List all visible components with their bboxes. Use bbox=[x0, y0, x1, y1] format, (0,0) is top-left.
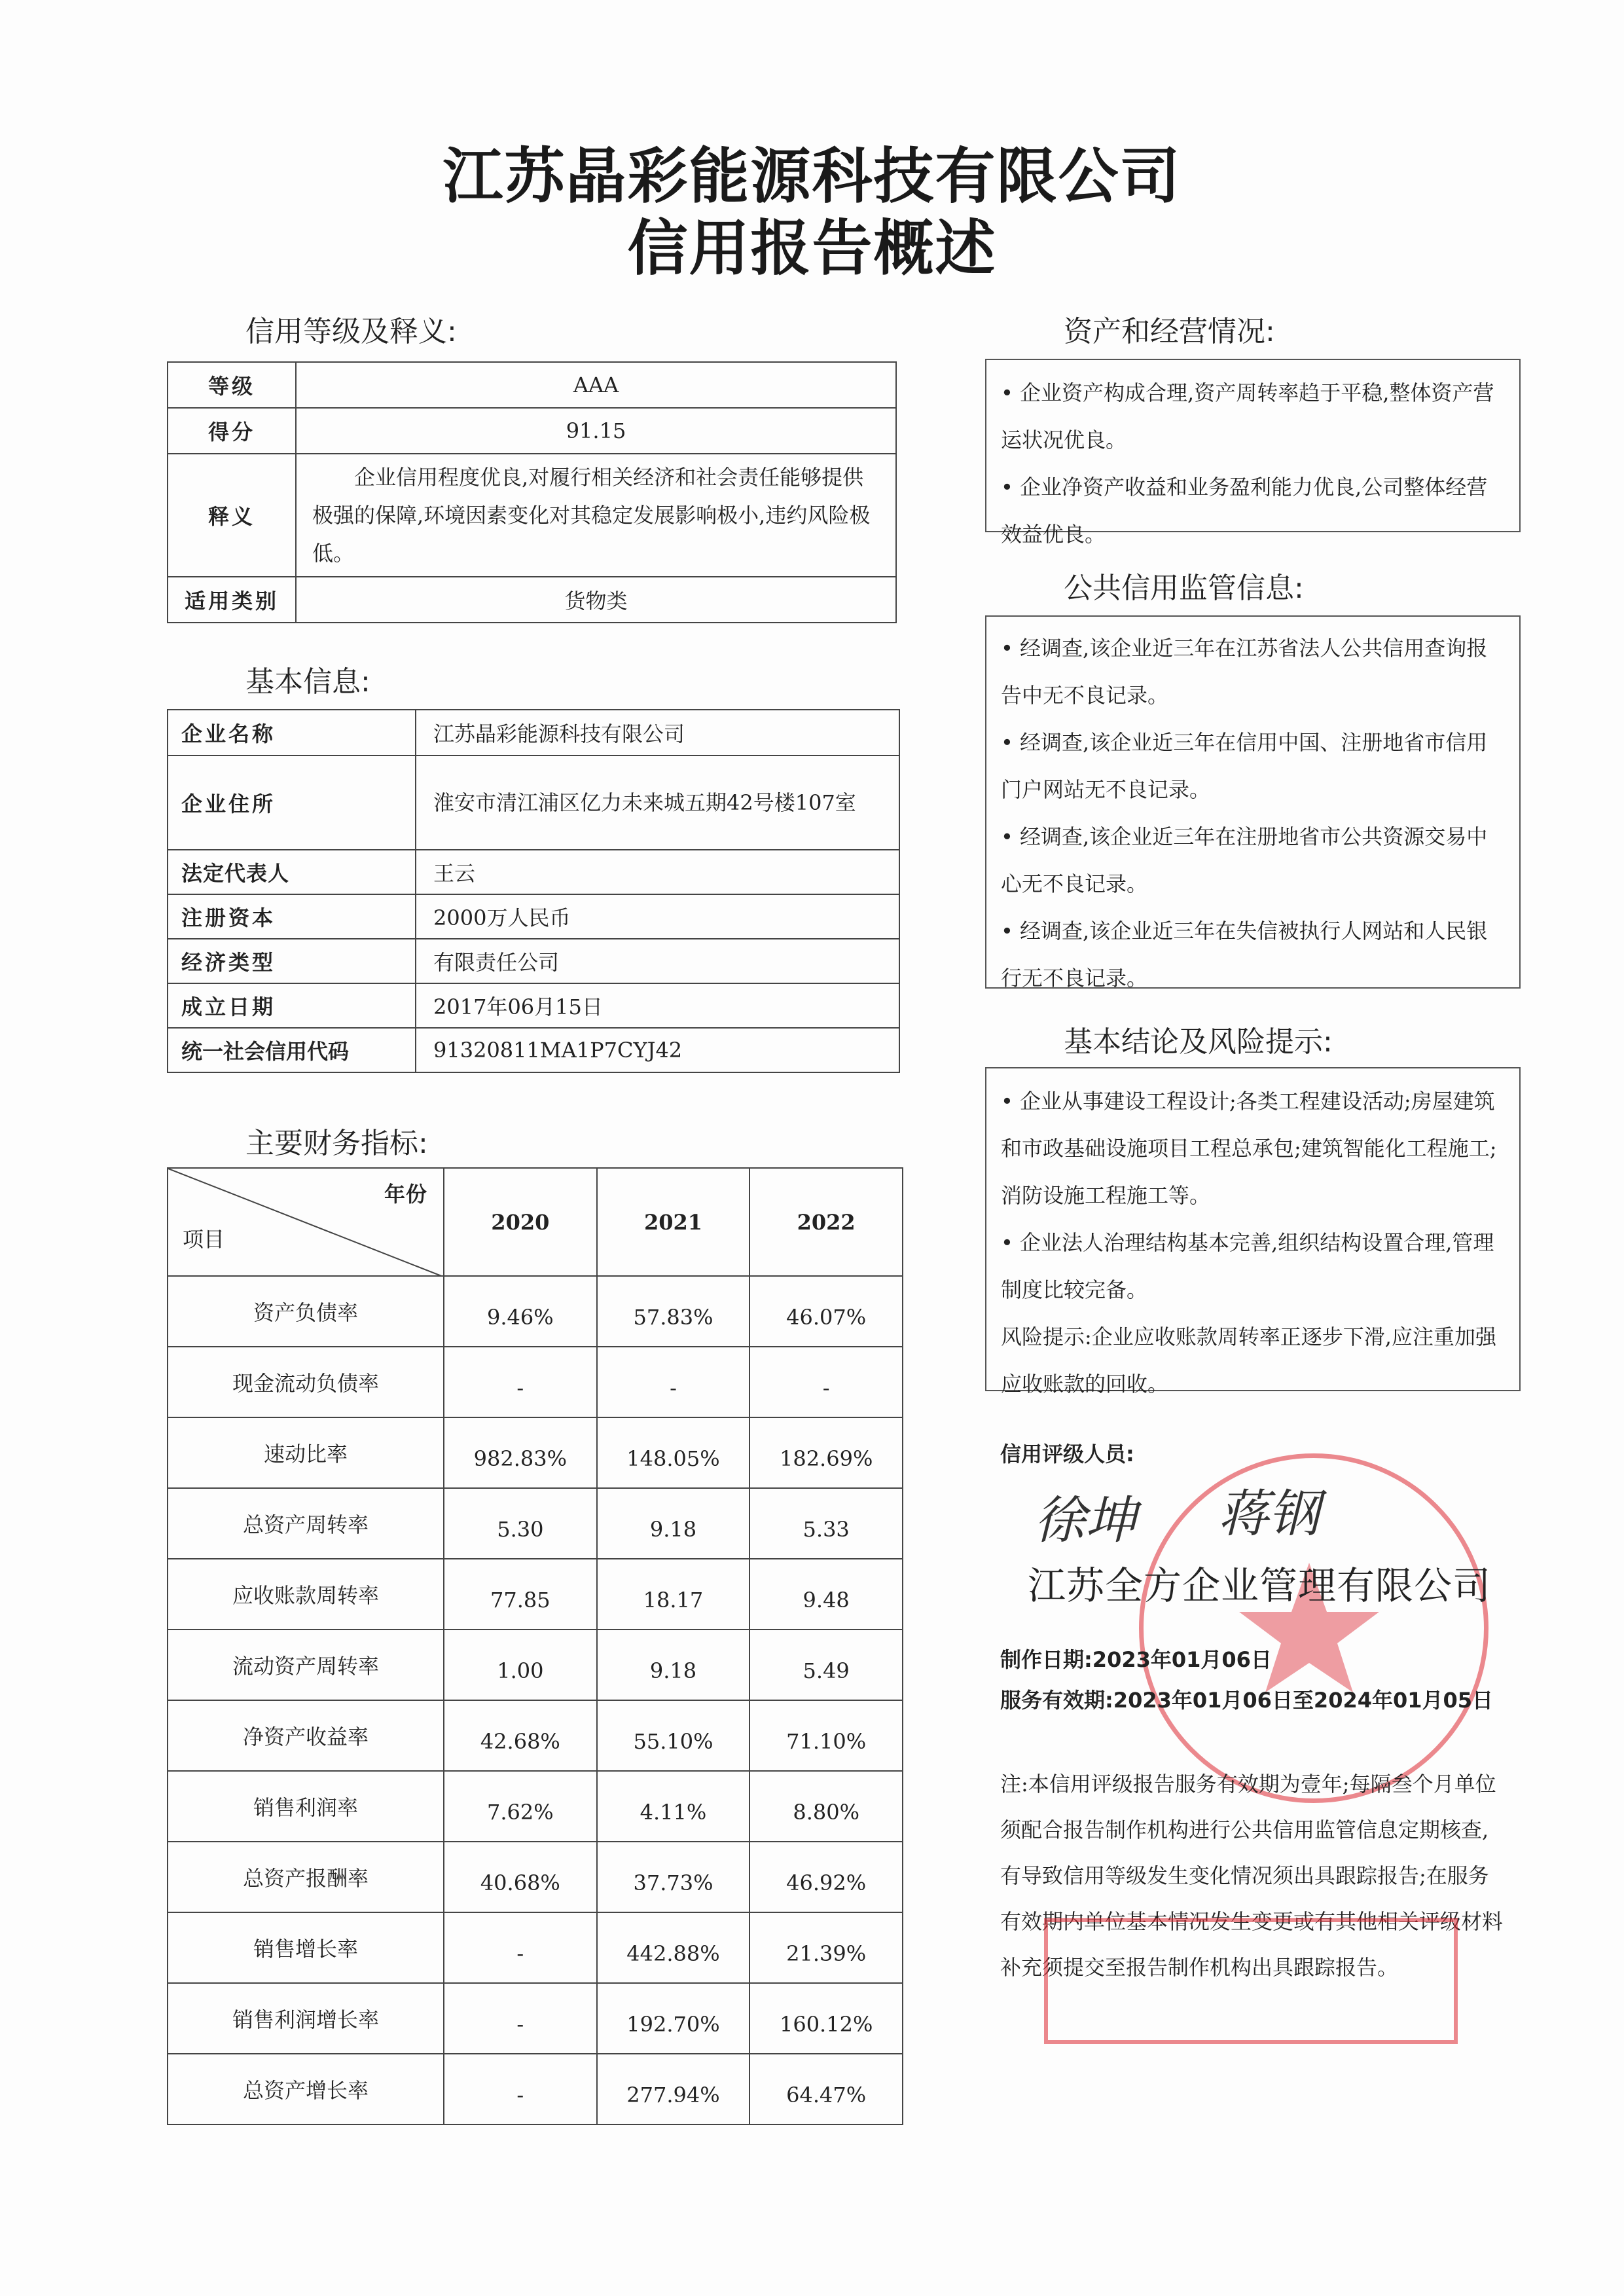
list-item: • 经调查,该企业近三年在失信被执行人网站和人民银行无不良记录。 bbox=[1001, 919, 1488, 991]
score-label: 得分 bbox=[168, 408, 296, 454]
category-value: 货物类 bbox=[296, 577, 896, 623]
metric-value: 5.49 bbox=[749, 1630, 903, 1700]
info-value: 2000万人民币 bbox=[416, 894, 899, 939]
grade-value: AAA bbox=[296, 362, 896, 408]
financial-table bbox=[167, 1167, 903, 2125]
metric-value: 182.69% bbox=[749, 1417, 903, 1488]
metric-value: 18.17 bbox=[597, 1559, 750, 1630]
list-item: • 企业净资产收益和业务盈利能力优良,公司整体经营效益优良。 bbox=[1001, 475, 1488, 547]
list-item: • 经调查,该企业近三年在信用中国、注册地省市信用门户网站无不良记录。 bbox=[1001, 730, 1488, 802]
metric-value: 442.88% bbox=[597, 1912, 750, 1983]
table-row bbox=[168, 1347, 903, 1417]
metric-value: 982.83% bbox=[444, 1417, 597, 1488]
metric-name: 销售利润增长率 bbox=[168, 1983, 444, 2054]
metric-value: 55.10% bbox=[597, 1700, 750, 1771]
score-value: 91.15 bbox=[296, 408, 896, 454]
financial-heading: 主要财务指标: bbox=[245, 1127, 428, 1160]
info-value: 江苏晶彩能源科技有限公司 bbox=[416, 710, 899, 756]
metric-name: 销售利润率 bbox=[168, 1771, 444, 1842]
page-title: 江苏晶彩能源科技有限公司 bbox=[442, 141, 1182, 211]
table-row bbox=[168, 362, 896, 408]
metric-value: - bbox=[444, 1347, 597, 1417]
metric-value: 7.62% bbox=[444, 1771, 597, 1842]
info-value: 淮安市清江浦区亿力未来城五期42号楼107室 bbox=[416, 756, 899, 850]
metric-value: 5.30 bbox=[444, 1488, 597, 1559]
metric-value: 9.18 bbox=[597, 1630, 750, 1700]
signature-2: 蒋钢 bbox=[1218, 1485, 1320, 1544]
list-item: • 企业法人治理结构基本完善,组织结构设置合理,管理制度比较完备。 bbox=[1001, 1230, 1494, 1302]
metric-value: - bbox=[749, 1347, 903, 1417]
list-item: • 企业资产构成合理,资产周转率趋于平稳,整体资产营运状况优良。 bbox=[1001, 380, 1494, 452]
conclusion-heading: 基本结论及风险提示: bbox=[1064, 1025, 1333, 1059]
table-row bbox=[168, 939, 899, 983]
info-label: 企业住所 bbox=[168, 756, 416, 850]
list-item: • 企业从事建设工程设计;各类工程建设活动;房屋建筑和市政基础设施项目工程总承包;建筑智能化工程施工;消防设施工程施工等。 bbox=[1001, 1089, 1497, 1208]
metric-name: 资产负债率 bbox=[168, 1276, 444, 1347]
metric-value: 42.68% bbox=[444, 1700, 597, 1771]
corner-year-label: 年份 bbox=[384, 1182, 427, 1207]
filing-stamp bbox=[1044, 1918, 1458, 2044]
page-subtitle: 信用报告概述 bbox=[627, 213, 997, 283]
table-row bbox=[168, 710, 899, 756]
table-row bbox=[168, 1276, 903, 1347]
info-label: 统一社会信用代码 bbox=[168, 1028, 416, 1072]
metric-value: 77.85 bbox=[444, 1559, 597, 1630]
table-row bbox=[168, 454, 896, 577]
footnote: 注:本信用评级报告服务有效期为壹年;每隔叁个月单位须配合报告制作机构进行公共信用监管信息定期核查,有导致信用等级发生变化情况须出具跟踪报告;在服务有效期内单位基本情况发生变更或有其他相关评级材料补充须提交至报告制作机构出具跟踪报告。 bbox=[1000, 1772, 1504, 1980]
table-row bbox=[168, 1630, 903, 1700]
metric-name: 总资产增长率 bbox=[168, 2054, 444, 2124]
risk-note: 风险提示:企业应收账款周转率正逐步下滑,应注重加强应收账款的回收。 bbox=[1001, 1324, 1496, 1396]
info-value: 91320811MA1P7CYJ42 bbox=[416, 1028, 899, 1072]
metric-value: 9.18 bbox=[597, 1488, 750, 1559]
table-row bbox=[168, 1912, 903, 1983]
metric-name: 速动比率 bbox=[168, 1417, 444, 1488]
seal-star-icon bbox=[1144, 1458, 1475, 1789]
valid-period: 服务有效期:2023年01月06日至2024年01月05日 bbox=[1000, 1688, 1494, 1713]
metric-value: 277.94% bbox=[597, 2054, 750, 2124]
metric-value: 37.73% bbox=[597, 1842, 750, 1912]
credit-grade-heading: 信用等级及释义: bbox=[245, 315, 457, 348]
info-value: 有限责任公司 bbox=[416, 939, 899, 983]
table-row bbox=[168, 1168, 903, 1276]
metric-value: 5.33 bbox=[749, 1488, 903, 1559]
metric-value: 64.47% bbox=[749, 2054, 903, 2124]
table-row bbox=[168, 1771, 903, 1842]
metric-value: - bbox=[444, 1983, 597, 2054]
made-date: 制作日期:2023年01月06日 bbox=[1000, 1647, 1272, 1672]
company-seal bbox=[1139, 1453, 1489, 1803]
metric-name: 净资产收益率 bbox=[168, 1700, 444, 1771]
info-value: 2017年06月15日 bbox=[416, 983, 899, 1028]
table-row bbox=[168, 577, 896, 623]
list-item: • 经调查,该企业近三年在江苏省法人公共信用查询报告中无不良记录。 bbox=[1001, 636, 1488, 708]
info-label: 法定代表人 bbox=[168, 850, 416, 894]
rating-company: 江苏全方企业管理有限公司 bbox=[1028, 1563, 1492, 1608]
info-label: 企业名称 bbox=[168, 710, 416, 756]
public-credit-box bbox=[985, 615, 1521, 989]
metric-value: - bbox=[597, 1347, 750, 1417]
rating-staff-label: 信用评级人员: bbox=[1000, 1442, 1134, 1467]
table-row bbox=[168, 1028, 899, 1072]
metric-value: 40.68% bbox=[444, 1842, 597, 1912]
table-row bbox=[168, 850, 899, 894]
list-item: • 经调查,该企业近三年在注册地省市公共资源交易中心无不良记录。 bbox=[1001, 824, 1488, 896]
metric-name: 现金流动负债率 bbox=[168, 1347, 444, 1417]
metric-value: 160.12% bbox=[749, 1983, 903, 2054]
table-row bbox=[168, 1488, 903, 1559]
metric-value: - bbox=[444, 2054, 597, 2124]
metric-name: 应收账款周转率 bbox=[168, 1559, 444, 1630]
metric-name: 流动资产周转率 bbox=[168, 1630, 444, 1700]
info-label: 经济类型 bbox=[168, 939, 416, 983]
metric-name: 总资产周转率 bbox=[168, 1488, 444, 1559]
table-row bbox=[168, 756, 899, 850]
assets-box bbox=[985, 359, 1521, 547]
metric-value: 46.07% bbox=[749, 1276, 903, 1347]
corner-cell bbox=[168, 1168, 444, 1276]
year-header: 2020 bbox=[444, 1168, 597, 1276]
metric-value: 192.70% bbox=[597, 1983, 750, 2054]
metric-value: 1.00 bbox=[444, 1630, 597, 1700]
category-label: 适用类别 bbox=[168, 577, 296, 623]
metric-value: 9.48 bbox=[749, 1559, 903, 1630]
metric-name: 总资产报酬率 bbox=[168, 1842, 444, 1912]
year-header: 2022 bbox=[749, 1168, 903, 1276]
metric-value: 46.92% bbox=[749, 1842, 903, 1912]
metric-value: 21.39% bbox=[749, 1912, 903, 1983]
table-row bbox=[168, 2054, 903, 2124]
table-row bbox=[168, 894, 899, 939]
grade-label: 等级 bbox=[168, 362, 296, 408]
metric-value: 9.46% bbox=[444, 1276, 597, 1347]
signature-1: 徐坤 bbox=[1034, 1491, 1137, 1550]
conclusion-box bbox=[985, 1067, 1521, 1396]
metric-value: 4.11% bbox=[597, 1771, 750, 1842]
year-header: 2021 bbox=[597, 1168, 750, 1276]
table-row bbox=[168, 1842, 903, 1912]
table-row bbox=[168, 408, 896, 454]
meaning-value: 企业信用程度优良,对履行相关经济和社会责任能够提供极强的保障,环境因素变化对其稳定发展影响极小,违约风险极低。 bbox=[296, 454, 896, 577]
info-value: 王云 bbox=[416, 850, 899, 894]
table-row bbox=[168, 983, 899, 1028]
metric-value: 71.10% bbox=[749, 1700, 903, 1771]
metric-name: 销售增长率 bbox=[168, 1912, 444, 1983]
table-row bbox=[168, 1417, 903, 1488]
table-row bbox=[168, 1559, 903, 1630]
basic-info-table bbox=[167, 709, 900, 1073]
basic-info-heading: 基本信息: bbox=[245, 665, 370, 699]
public-credit-heading: 公共信用监管信息: bbox=[1064, 572, 1304, 605]
metric-value: 57.83% bbox=[597, 1276, 750, 1347]
table-row bbox=[168, 1700, 903, 1771]
assets-heading: 资产和经营情况: bbox=[1064, 315, 1275, 348]
credit-grade-table bbox=[167, 361, 897, 623]
info-label: 成立日期 bbox=[168, 983, 416, 1028]
corner-item-label: 项目 bbox=[183, 1227, 225, 1252]
info-label: 注册资本 bbox=[168, 894, 416, 939]
metric-value: 8.80% bbox=[749, 1771, 903, 1842]
metric-value: 148.05% bbox=[597, 1417, 750, 1488]
metric-value: - bbox=[444, 1912, 597, 1983]
table-row bbox=[168, 1983, 903, 2054]
meaning-label: 释义 bbox=[168, 454, 296, 577]
